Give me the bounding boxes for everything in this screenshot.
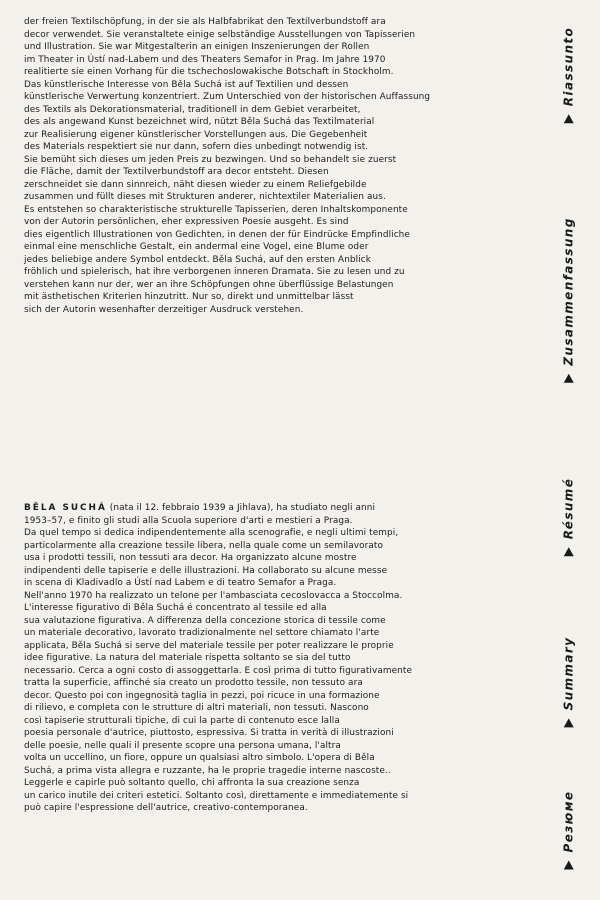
side-label-riassunto: Riassunto xyxy=(561,27,576,123)
german-text-line: des als angewand Kunst bezeichnet wird, nützt Běla Suchá das Textilmaterial xyxy=(24,117,375,127)
italian-text-line: necessario. Cerca a ogni costo di assoggettarla. E così prima di tutto figurativamente xyxy=(24,665,413,676)
triangle-marker-icon xyxy=(563,547,573,556)
german-text-line: zur Realisierung eigener künstlerischer Vorstellungen aus. Die Gegebenheit xyxy=(24,129,368,140)
german-text-line: Das künstlerische Interesse von Běla Suchá ist auf Textilien und dessen xyxy=(24,79,349,90)
german-text-line: des Materials respektiert sie nur dann, sofern dies unbedingt notwendig ist. xyxy=(24,142,369,152)
german-text-line: künstlerische Verwertung konzentriert. Zum Unterschied von der historischen Auffassung xyxy=(24,92,431,102)
italian-text-line: un materiale decorativo, lavorato tradizionalmente nel settore chiamato l'arte xyxy=(24,628,380,638)
italian-first-line-rest: (nata il 12. febbraio 1939 a Jihlava), ha studiato negli anni xyxy=(106,503,376,513)
german-text-line: sich der Autorin wesenhafter derzeitiger Ausdruck verstehen. xyxy=(24,304,304,315)
italian-text-line: usa i prodotti tessili, non tessuti ara decor. Ha organizzato alcune mostre xyxy=(24,553,357,563)
triangle-marker-icon xyxy=(563,718,573,727)
german-text-line: der freien Textilschöpfung, in der sie als Halbfabrikat den Textilverbundstoff ara xyxy=(24,17,386,27)
italian-text-line: idee figurative. La natura del materiale rispetta soltanto se sia del tutto xyxy=(24,653,351,663)
side-label-summary: Summary xyxy=(561,637,576,728)
italian-text-line: Leggerle e capirle può soltanto quello, chi affronta la sua creazione senza xyxy=(24,778,360,788)
german-text-line: des Textils als Dekorationsmaterial, traditionell in dem Gebiet verarbeitet, xyxy=(24,104,361,115)
side-label-zusammenfassung: Zusammenfassung xyxy=(561,217,576,382)
italian-text-line: Suchá, a prima vista allegra e ruzzante, ha le proprie tragedie interne nascoste.. xyxy=(24,765,391,776)
german-text-line: Es entstehen so charakteristische strukturelle Tapisserien, deren Inhaltskomponente xyxy=(24,204,408,215)
side-label-resume: Résumé xyxy=(561,478,576,557)
italian-text-line: L'interesse figurativo di Běla Suchá é concentrato al tessile ed alla xyxy=(24,603,327,613)
german-text-line: die Fläche, damit der Textilverbundstoff ara decor entsteht. Diesen xyxy=(24,167,329,177)
italian-text-line: particolarmente alla creazione tessile libera, nella quale come un semilavorato xyxy=(24,540,384,551)
german-summary-text xyxy=(24,16,536,316)
german-text-line: fröhlich und spielerisch, hat ihre verborgenen inneren Dramata. Sie zu lesen und zu xyxy=(24,267,405,277)
german-text-line: im Theater in Ústí nad-Labem und des Theaters Semafor in Prag. Im Jahre 1970 xyxy=(24,54,386,65)
german-text-line: jedes beliebige andere Symbol entdeckt. Běla Suchá, auf den ersten Anblick xyxy=(24,254,372,265)
italian-text-line: Da quel tempo si dedica indipendentemente alla scenografie, e negli ultimi tempi, xyxy=(24,528,399,538)
italian-text-line: di rilievo, e completa con le strutture di altri materiali, non tessuti. Nascono xyxy=(24,703,369,713)
triangle-marker-icon xyxy=(563,860,573,869)
italian-text-line: tratta la superficie, affinché sia creato un prodotto tessile, non tessuto ara xyxy=(24,678,363,688)
triangle-marker-icon xyxy=(563,374,573,383)
italian-text-line: delle poesie, nelle quali il presente scopre una persona umana, l'altra xyxy=(24,740,341,751)
german-text-line: zerschneidet sie dann sinnreich, näht diesen wieder zu einem Reliefgebilde xyxy=(24,179,367,190)
italian-text-line: 1953–57, e finito gli studi alla Scuola superiore d'arti e mestieri a Praga. xyxy=(24,515,353,526)
italian-text-line: Nell'anno 1970 ha realizzato un telone per l'ambasciata cecoslovacca a Stoccolma. xyxy=(24,590,403,601)
artist-name: BĚLA SUCHÁ xyxy=(24,503,107,513)
italian-text-line: in scena di Kladivadlo a Ústí nad Labem e di teatro Semafor a Praga. xyxy=(24,578,337,588)
italian-text-line: decor. Questo poi con ingegnosità taglia in pezzi, poi ricuce in una formazione xyxy=(24,690,380,701)
german-text-line: Sie bemüht sich dieses um jeden Preis zu bezwingen. Und so behandelt sie zuerst xyxy=(24,154,397,165)
german-text-line: verstehen kann nur der, wer an ihre Schöpfungen ohne überflüssige Belastungen xyxy=(24,279,394,290)
italian-text-line: un carico inutile dei criteri estetici. Soltanto così, direttamente e immediatemente si xyxy=(24,790,409,801)
german-text-line: mit ästhetischen Kriterien hinzutritt. Nur so, direkt und unmittelbar lässt xyxy=(24,292,354,302)
italian-summary-text xyxy=(24,502,536,815)
german-text-line: zusammen und füllt dieses mit Strukturen anderer, nichtextiler Materialien aus. xyxy=(24,192,386,202)
italian-text-line: sua valutazione figurativa. A differenza della concezione storica di tessile come xyxy=(24,615,386,626)
german-text-line: einmal eine menschliche Gestalt, ein andermal eine Vogel, eine Blume oder xyxy=(24,242,369,252)
triangle-marker-icon xyxy=(563,114,573,123)
italian-text-line: applicata, Běla Suchá si serve del materiale tessile per poter realizzare le proprie xyxy=(24,640,394,651)
german-text-line: decor verwendet. Sie veranstaltete einige selbständige Ausstellungen von Tapisserien xyxy=(24,29,416,40)
german-text-line: und Illustration. Sie war Mitgestalterin an einigen Inszenierungen der Rollen xyxy=(24,42,370,52)
italian-text-line: indipendenti delle tapiserie e delle illustrazioni. Ha collaborato su alcune messe xyxy=(24,565,388,576)
italian-text-line: può capire l'espressione dell'autrice, creativo-contemporanea. xyxy=(24,803,308,813)
german-text-line: von der Autorin persönlichen, eher expressiven Poesie ausgeht. Es sind xyxy=(24,217,349,227)
italian-text-line: così tapiserie strutturali tipiche, di cui la parte di contenuto esce lalla xyxy=(24,715,340,726)
italian-text-line: poesia personale d'autrice, piuttosto, espressiva. Si tratta in verità di illustrazioni xyxy=(24,728,394,738)
italian-first-line xyxy=(24,502,536,515)
italian-text-line: volta un uccellino, un fiore, oppure un qualsiasi altro simbolo. L'opera di Běla xyxy=(24,753,375,763)
side-label-rezyume: Резюме xyxy=(561,791,576,870)
german-text-line: realitierte sie einen Vorhang für die tschechoslowakische Botschaft in Stockholm. xyxy=(24,67,394,77)
german-text-line: dies eigentlich Illustrationen von Gedichten, in denen der für Eindrücke Empfindliche xyxy=(24,229,410,240)
